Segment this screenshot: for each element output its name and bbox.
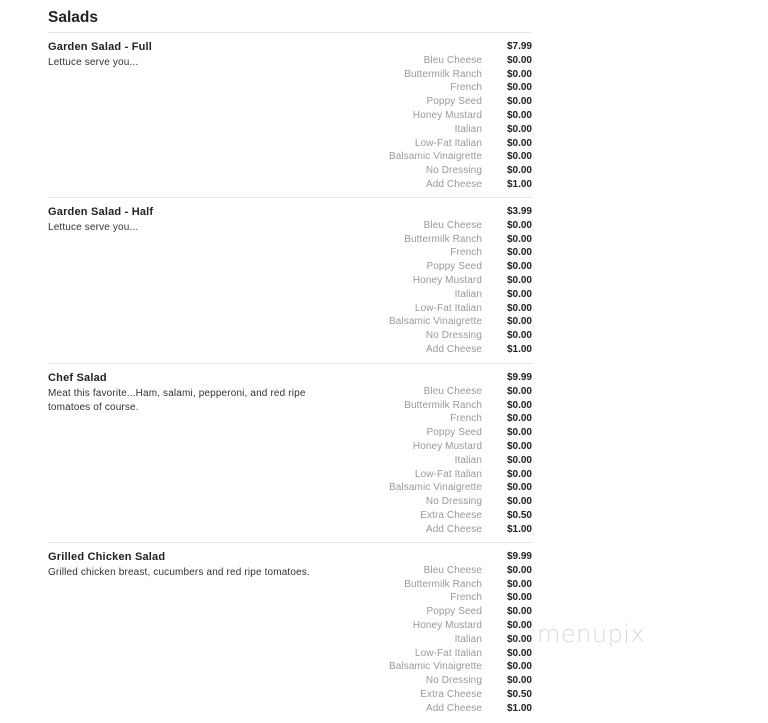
item-name: Chef Salad <box>48 372 107 384</box>
option-label: No Dressing <box>425 675 482 687</box>
option-price: $0.00 <box>506 247 532 259</box>
option-price: $0.00 <box>506 606 532 618</box>
menu-item <box>48 542 532 723</box>
option-row <box>332 495 532 509</box>
option-row <box>332 454 532 468</box>
option-price: $0.00 <box>506 468 532 480</box>
menu-item <box>48 197 532 363</box>
option-label: Low-Fat Italian <box>414 468 482 480</box>
section-title: Salads <box>48 9 98 26</box>
item-description: Grilled chicken breast, cucumbers and red ripe tomatoes. <box>48 567 310 578</box>
option-label: Honey Mustard <box>412 274 482 286</box>
option-row <box>332 481 532 495</box>
menupix-watermark: menupix <box>537 620 646 648</box>
option-price: $1.00 <box>506 702 532 714</box>
option-label: Add Cheese <box>425 702 482 714</box>
option-label: Poppy Seed <box>426 606 482 618</box>
option-price: $0.00 <box>506 54 532 66</box>
option-label: Poppy Seed <box>426 96 482 108</box>
price-list <box>332 371 532 537</box>
option-label: Bleu Cheese <box>423 385 482 397</box>
option-label: No Dressing <box>425 165 482 177</box>
option-row <box>332 302 532 316</box>
option-label: Buttermilk Ranch <box>404 578 482 590</box>
option-label: Buttermilk Ranch <box>404 68 482 80</box>
option-row <box>332 81 532 95</box>
option-price: $0.00 <box>506 137 532 149</box>
option-row <box>332 523 532 537</box>
option-price: $0.00 <box>506 578 532 590</box>
base-price-row <box>332 205 532 219</box>
option-label: Bleu Cheese <box>423 54 482 66</box>
option-row <box>332 288 532 302</box>
option-label: Honey Mustard <box>412 440 482 452</box>
base-price-row <box>332 371 532 385</box>
option-label: Low-Fat Italian <box>414 302 482 314</box>
option-label: Poppy Seed <box>426 261 482 273</box>
option-price: $0.00 <box>506 482 532 494</box>
option-row <box>332 260 532 274</box>
item-description: Lettuce serve you... <box>48 57 139 68</box>
option-price: $0.00 <box>506 233 532 245</box>
option-price: $0.00 <box>506 675 532 687</box>
option-row <box>332 274 532 288</box>
option-row <box>332 647 532 661</box>
option-price: $0.00 <box>506 399 532 411</box>
option-row <box>332 164 532 178</box>
option-row <box>332 385 532 399</box>
option-row <box>332 660 532 674</box>
option-row <box>332 591 532 605</box>
option-label: Extra Cheese <box>420 688 482 700</box>
menu-item <box>48 32 532 197</box>
option-price: $1.00 <box>506 343 532 355</box>
option-label: Italian <box>454 633 482 645</box>
option-price: $0.00 <box>506 96 532 108</box>
option-price: $0.50 <box>506 688 532 700</box>
option-row <box>332 95 532 109</box>
option-row <box>332 233 532 247</box>
option-label: Italian <box>454 123 482 135</box>
option-price: $0.00 <box>506 274 532 286</box>
option-price: $0.00 <box>506 330 532 342</box>
option-label: Buttermilk Ranch <box>404 233 482 245</box>
option-label: No Dressing <box>425 496 482 508</box>
option-row <box>332 633 532 647</box>
option-price: $0.00 <box>506 288 532 300</box>
option-price: $0.00 <box>506 302 532 314</box>
option-row <box>332 329 532 343</box>
base-price: $9.99 <box>506 372 532 383</box>
price-list <box>332 205 532 357</box>
option-price: $0.00 <box>506 316 532 328</box>
option-price: $0.00 <box>506 68 532 80</box>
option-price: $0.00 <box>506 633 532 645</box>
option-label: Balsamic Vinaigrette <box>389 482 482 494</box>
option-row <box>332 426 532 440</box>
option-row <box>332 412 532 426</box>
option-price: $0.00 <box>506 427 532 439</box>
base-price: $7.99 <box>506 41 532 52</box>
option-row <box>332 399 532 413</box>
option-row <box>332 688 532 702</box>
option-label: Buttermilk Ranch <box>404 399 482 411</box>
price-list <box>332 550 532 716</box>
option-label: Add Cheese <box>425 343 482 355</box>
option-row <box>332 123 532 137</box>
option-price: $0.00 <box>506 564 532 576</box>
option-price: $0.00 <box>506 413 532 425</box>
option-price: $0.00 <box>506 82 532 94</box>
option-row <box>332 702 532 716</box>
menu-page <box>48 0 532 723</box>
option-row <box>332 468 532 482</box>
option-label: Extra Cheese <box>420 509 482 521</box>
item-description: Lettuce serve you... <box>48 222 139 233</box>
option-label: Bleu Cheese <box>423 219 482 231</box>
option-price: $0.00 <box>506 261 532 273</box>
option-price: $0.00 <box>506 385 532 397</box>
option-label: Low-Fat Italian <box>414 647 482 659</box>
option-price: $0.00 <box>506 661 532 673</box>
menu-items-list <box>48 32 532 723</box>
option-label: French <box>450 82 482 94</box>
base-price: $9.99 <box>506 551 532 562</box>
option-row <box>332 674 532 688</box>
option-label: Balsamic Vinaigrette <box>389 661 482 673</box>
option-label: Italian <box>454 288 482 300</box>
option-row <box>332 440 532 454</box>
option-price: $1.00 <box>506 178 532 190</box>
base-price: $3.99 <box>506 206 532 217</box>
option-row <box>332 343 532 357</box>
option-price: $0.00 <box>506 619 532 631</box>
base-price-row <box>332 550 532 564</box>
option-label: No Dressing <box>425 330 482 342</box>
option-label: Balsamic Vinaigrette <box>389 316 482 328</box>
option-price: $0.00 <box>506 647 532 659</box>
option-row <box>332 564 532 578</box>
option-label: Honey Mustard <box>412 109 482 121</box>
option-price: $1.00 <box>506 523 532 535</box>
option-row <box>332 137 532 151</box>
option-row <box>332 578 532 592</box>
option-row <box>332 109 532 123</box>
menu-item <box>48 363 532 542</box>
option-price: $0.00 <box>506 440 532 452</box>
option-label: Italian <box>454 454 482 466</box>
option-label: French <box>450 413 482 425</box>
option-row <box>332 246 532 260</box>
option-row <box>332 68 532 82</box>
option-price: $0.00 <box>506 109 532 121</box>
option-row <box>332 54 532 68</box>
item-name: Grilled Chicken Salad <box>48 551 166 563</box>
option-row <box>332 178 532 192</box>
option-label: Add Cheese <box>425 178 482 190</box>
base-price-row <box>332 40 532 54</box>
option-price: $0.00 <box>506 592 532 604</box>
option-label: Poppy Seed <box>426 427 482 439</box>
item-name: Garden Salad - Full <box>48 41 153 53</box>
item-name: Garden Salad - Half <box>48 206 154 218</box>
option-label: French <box>450 592 482 604</box>
option-price: $0.00 <box>506 496 532 508</box>
option-label: Bleu Cheese <box>423 564 482 576</box>
option-label: Low-Fat Italian <box>414 137 482 149</box>
option-price: $0.00 <box>506 454 532 466</box>
option-price: $0.00 <box>506 219 532 231</box>
item-description: Meat this favorite...Ham, salami, pepperoni, and red ripe tomatoes of course. <box>48 388 306 413</box>
option-price: $0.50 <box>506 509 532 521</box>
option-row <box>332 619 532 633</box>
option-price: $0.00 <box>506 123 532 135</box>
option-price: $0.00 <box>506 151 532 163</box>
option-row <box>332 509 532 523</box>
option-label: Honey Mustard <box>412 619 482 631</box>
option-row <box>332 219 532 233</box>
option-row <box>332 150 532 164</box>
option-label: Balsamic Vinaigrette <box>389 151 482 163</box>
option-label: Add Cheese <box>425 523 482 535</box>
option-row <box>332 605 532 619</box>
price-list <box>332 40 532 192</box>
option-row <box>332 315 532 329</box>
option-label: French <box>450 247 482 259</box>
option-price: $0.00 <box>506 165 532 177</box>
